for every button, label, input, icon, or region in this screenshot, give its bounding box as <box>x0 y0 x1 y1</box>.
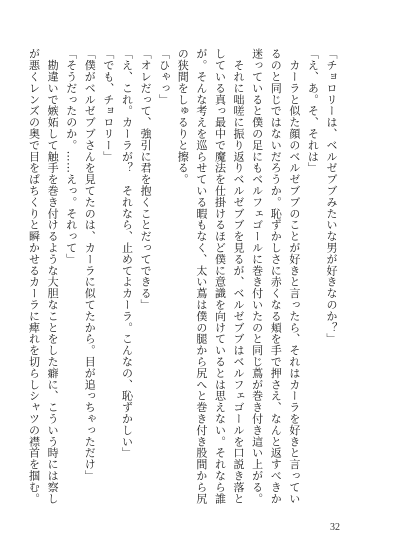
text-line: カーラと似た顔のベルゼブブのことが好きと言ったら、それはカーラを好きと言ってい <box>287 48 301 504</box>
text-line: それに咄嗟に振り返りベルゼブブを見るが、ベルゼブブはベルフェゴールを口説き落と <box>232 48 246 504</box>
text-line: 迷っていると僕の足にもベルフェゴールに巻き付いたのと同じ蔦が巻き付き這い上がる。 <box>250 48 264 504</box>
text-line: の狭間をしゅるりと擦る。 <box>176 48 190 185</box>
body-text <box>27 48 340 510</box>
text-line: が。そんな考えを巡らせている暇もなく、太い蔦は僕の腿から尻へと巻き付き股間から尻 <box>194 48 208 504</box>
page-number: 32 <box>330 522 340 533</box>
text-line: 「オレだって、強引に君を抱くことだってできる」 <box>139 48 153 311</box>
text-line: 「え、これ。カーラが？ それなら、止めてよカーラ。こんなの、恥ずかしい」 <box>120 48 134 459</box>
text-line: 「チョロリーは、ベルゼブブみたいな男が好きなのか？」 <box>325 48 338 345</box>
text-line: 「そうだったのか。……えっ。それって」 <box>64 48 78 265</box>
text-line: している真っ最中で魔法を仕掛けるほど僕に意識を向けているとは思えない。それなら誰 <box>213 48 227 504</box>
text-line: が悪くレンズの奥で目をぱちくりと瞬かせるカーラに痺れを切らしシャツの襟首を掴む。 <box>27 48 41 504</box>
text-line: るのと同じではないだろうか。恥ずかしさに赤くなる頬を手で押さえ、なんと返すべきか <box>269 48 283 504</box>
text-line: 勘違いで嫉妬して触手を巻き付けるような大胆なことをした癖に、こういう時には察し <box>46 48 60 504</box>
text-line: 「でも、チョロリー」 <box>101 48 115 162</box>
text-line: 「え、あ。そ、それは」 <box>306 48 320 174</box>
text-line: 「ひゃっ」 <box>157 48 171 105</box>
text-line: 「僕がベルゼブブさんを見てたのは、カーラに似てたから。目が追っちゃっただけ」 <box>83 48 97 482</box>
